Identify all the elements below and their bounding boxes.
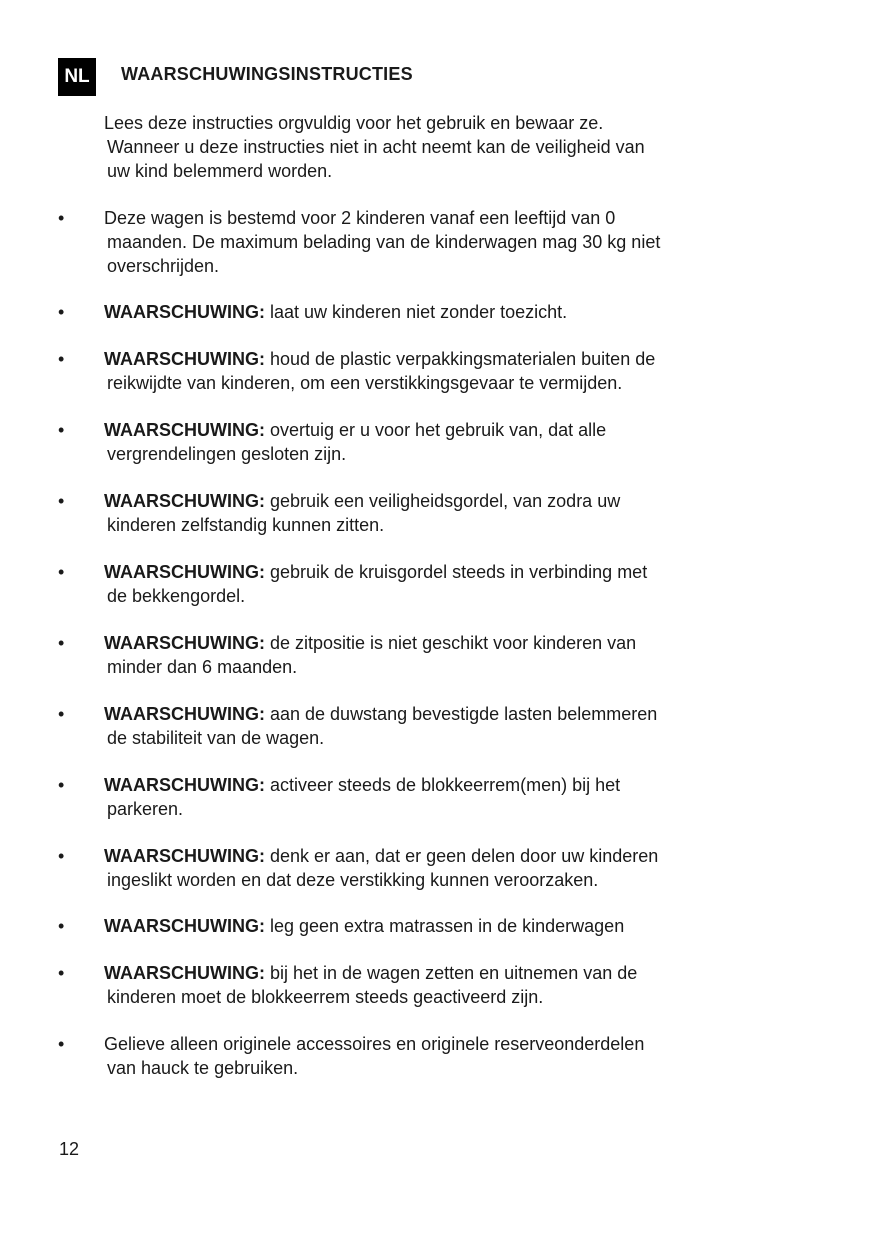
bullet: • bbox=[58, 633, 65, 653]
item-text: overschrijden. bbox=[107, 256, 220, 276]
item-text: kinderen zelfstandig kunnen zitten. bbox=[107, 515, 385, 535]
bullet: • bbox=[58, 420, 65, 440]
bullet: • bbox=[58, 846, 65, 866]
item-text: parkeren. bbox=[107, 799, 184, 819]
bullet: • bbox=[58, 963, 65, 983]
item-text: kinderen moet de blokkeerrem steeds geactiveerd zijn. bbox=[107, 987, 544, 1007]
bullet: • bbox=[58, 775, 65, 795]
item-text: ingeslikt worden en dat deze verstikking kunnen veroorzaken. bbox=[107, 870, 599, 890]
intro-line-2: Wanneer u deze instructies niet in acht neemt kan de veiligheid van bbox=[107, 137, 645, 157]
item-text: de stabiliteit van de wagen. bbox=[107, 728, 325, 748]
language-badge: NL bbox=[58, 58, 96, 96]
item-label: WAARSCHUWING: bbox=[104, 846, 265, 866]
intro-line-1: Lees deze instructies orgvuldig voor het gebruik en bewaar ze. bbox=[104, 113, 604, 133]
item-text: overtuig er u voor het gebruik van, dat alle bbox=[264, 420, 607, 440]
bullet: • bbox=[58, 1034, 65, 1054]
item-text: aan de duwstang bevestigde lasten belemmeren bbox=[264, 704, 658, 724]
item-label: WAARSCHUWING: bbox=[104, 963, 265, 983]
item-text: van hauck te gebruiken. bbox=[107, 1058, 299, 1078]
bullet: • bbox=[58, 491, 65, 511]
item-text: maanden. De maximum belading van de kinderwagen mag 30 kg niet bbox=[107, 232, 661, 252]
item-text: houd de plastic verpakkingsmaterialen buiten de bbox=[264, 349, 656, 369]
item-text: activeer steeds de blokkeerrem(men) bij het bbox=[264, 775, 621, 795]
bullet: • bbox=[58, 349, 65, 369]
item-text: laat uw kinderen niet zonder toezicht. bbox=[264, 302, 568, 322]
item-text: reikwijdte van kinderen, om een verstikkingsgevaar te vermijden. bbox=[107, 373, 623, 393]
item-text: de bekkengordel. bbox=[107, 586, 246, 606]
bullet: • bbox=[58, 704, 65, 724]
bullet: • bbox=[58, 916, 65, 936]
item-text: denk er aan, dat er geen delen door uw kinderen bbox=[264, 846, 659, 866]
bullet: • bbox=[58, 302, 65, 322]
item-text: leg geen extra matrassen in de kinderwagen bbox=[264, 916, 625, 936]
bullet: • bbox=[58, 208, 65, 228]
page-number: 12 bbox=[59, 1139, 80, 1159]
item-text: de zitpositie is niet geschikt voor kinderen van bbox=[264, 633, 637, 653]
item-text: Gelieve alleen originele accessoires en originele reserveonderdelen bbox=[104, 1034, 645, 1054]
bullet: • bbox=[58, 562, 65, 582]
intro-paragraph bbox=[104, 111, 764, 183]
item-text: Deze wagen is bestemd voor 2 kinderen vanaf een leeftijd van 0 bbox=[104, 208, 616, 228]
item-label: WAARSCHUWING: bbox=[104, 302, 265, 322]
item-label: WAARSCHUWING: bbox=[104, 704, 265, 724]
item-text: vergrendelingen gesloten zijn. bbox=[107, 444, 347, 464]
intro-line-3: uw kind belemmerd worden. bbox=[107, 161, 333, 181]
item-label: WAARSCHUWING: bbox=[104, 491, 265, 511]
item-text: gebruik de kruisgordel steeds in verbinding met bbox=[264, 562, 648, 582]
item-label: WAARSCHUWING: bbox=[104, 633, 265, 653]
page-title: WAARSCHUWINGSINSTRUCTIES bbox=[121, 64, 413, 84]
item-label: WAARSCHUWING: bbox=[104, 349, 265, 369]
item-label: WAARSCHUWING: bbox=[104, 916, 265, 936]
item-text: gebruik een veiligheidsgordel, van zodra uw bbox=[264, 491, 621, 511]
item-label: WAARSCHUWING: bbox=[104, 562, 265, 582]
item-label: WAARSCHUWING: bbox=[104, 420, 265, 440]
item-text: bij het in de wagen zetten en uitnemen van de bbox=[264, 963, 638, 983]
item-text: minder dan 6 maanden. bbox=[107, 657, 298, 677]
item-label: WAARSCHUWING: bbox=[104, 775, 265, 795]
